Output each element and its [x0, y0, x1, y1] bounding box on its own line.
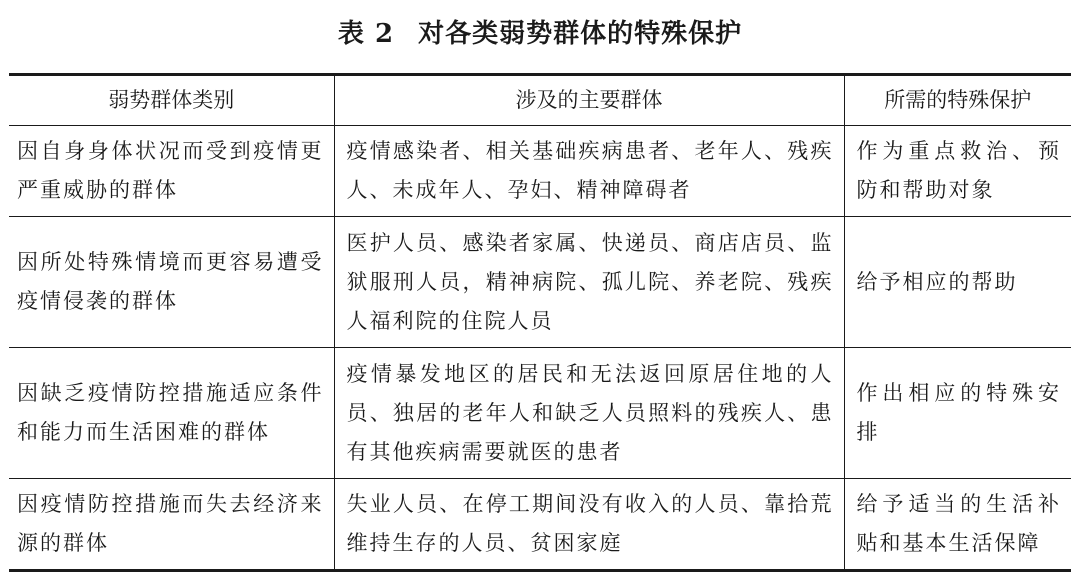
table-row — [9, 217, 1071, 348]
row-category: 因自身身体状况而受到疫情更严重威胁的群体 — [17, 139, 324, 202]
table-row — [9, 479, 1071, 571]
table-row — [9, 126, 1071, 217]
header-category: 弱势群体类别 — [108, 88, 235, 112]
row-groups: 疫情感染者、相关基础疾病患者、老年人、残疾人、未成年人、孕妇、精神障碍者 — [334, 126, 844, 217]
row-protection: 给予相应的帮助 — [844, 217, 1071, 348]
row-category: 因缺乏疫情防控措施适应条件和能力而生活困难的群体 — [9, 348, 334, 479]
table-row — [9, 348, 1071, 479]
row-groups: 疫情暴发地区的居民和无法返回原居住地的人员、独居的老年人和缺乏人员照料的残疾人、患有其他疾病需要就医的患者 — [334, 348, 844, 479]
row-protection: 作出相应的特殊安排 — [844, 348, 1071, 479]
header-groups: 涉及的主要群体 — [334, 75, 844, 126]
table-number: 表 2 — [337, 19, 395, 49]
header-protection: 所需的特殊保护 — [844, 75, 1071, 126]
protection-table — [9, 73, 1071, 572]
row-category: 因疫情防控措施而失去经济来源的群体 — [9, 479, 334, 571]
table-title: 对各类弱势群体的特殊保护 — [418, 19, 743, 49]
row-groups: 失业人员、在停工期间没有收入的人员、靠拾荒维持生存的人员、贫困家庭 — [334, 479, 844, 571]
table-header-row — [9, 75, 1071, 126]
row-protection: 给予适当的生活补贴和基本生活保障 — [844, 479, 1071, 571]
row-category: 因所处特殊情境而更容易遭受疫情侵袭的群体 — [9, 217, 334, 348]
row-protection: 作为重点救治、预防和帮助对象 — [844, 126, 1071, 217]
row-groups: 医护人员、感染者家属、快递员、商店店员、监狱服刑人员，精神病院、孤儿院、养老院、残疾人福利院的住院人员 — [334, 217, 844, 348]
table-caption — [0, 14, 1080, 54]
